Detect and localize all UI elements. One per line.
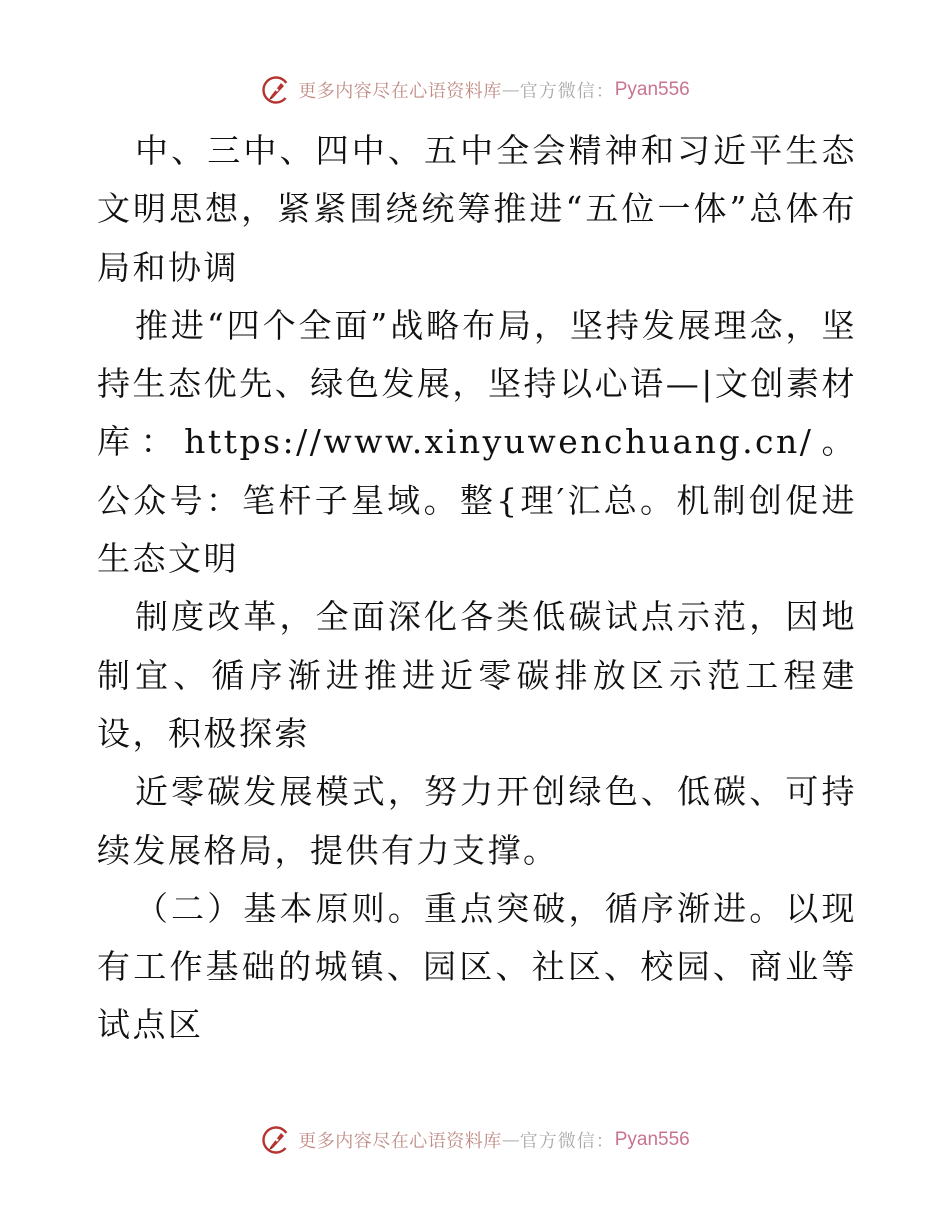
banner-promo-text: 更多内容尽在心语资料库 xyxy=(298,1131,502,1152)
pen-nib-logo-icon xyxy=(260,1124,292,1156)
document-body xyxy=(97,122,857,1055)
paragraph-5: （二）基本原则。重点突破，循序渐进。以现有工作基础的城镇、园区、社区、校园、商业等试点区 xyxy=(97,888,857,1045)
paragraph-2: 推进“四个全面”战略布局，坚持发展理念，坚持生态优先、绿色发展，坚持以心语—|文创素材库：https://www.xinyuwenchuang.cn/。公众号：笔杆子星域。整{理′汇总。机制创促进生态文明 xyxy=(97,305,857,579)
footer-banner xyxy=(0,1120,950,1160)
banner-wechat-handle: Pyan556 xyxy=(614,1129,690,1150)
banner-wechat-label: 官方微信： xyxy=(519,81,615,102)
paragraph-3: 制度改革，全面深化各类低碳试点示范，因地制宜、循序渐进推进近零碳排放区示范工程建设，积极探索 xyxy=(97,597,857,753)
pen-nib-logo-icon xyxy=(260,74,292,106)
paragraph-4: 近零碳发展模式，努力开创绿色、低碳、可持续发展格局，提供有力支撑。 xyxy=(97,772,857,870)
banner-wechat-handle: Pyan556 xyxy=(614,79,690,100)
header-banner xyxy=(0,70,950,110)
banner-wechat-label: 官方微信： xyxy=(519,1131,615,1152)
paragraph-1: 中、三中、四中、五中全会精神和习近平生态文明思想，紧紧围绕统筹推进“五位一体”总体布局和协调 xyxy=(97,131,857,287)
banner-separator: — xyxy=(501,79,520,101)
banner-separator: — xyxy=(501,1129,520,1151)
banner-promo-text: 更多内容尽在心语资料库 xyxy=(298,81,502,102)
